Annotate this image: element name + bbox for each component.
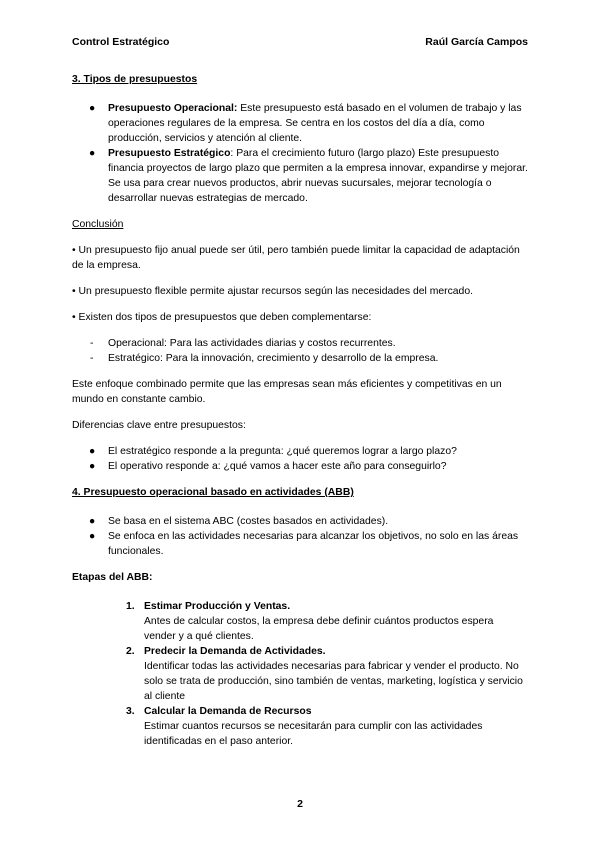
item-text: El estratégico responde a la pregunta: ¿qué queremos lograr a largo plazo? (108, 446, 457, 457)
step-title: Predecir la Demanda de Actividades. (144, 646, 326, 657)
item-term: Presupuesto Operacional: (108, 103, 238, 114)
page-content (72, 72, 528, 749)
step-text: Identificar todas las actividades necesarias para fabricar y vender el producto. No solo se trata de producción, sino también de ventas, marketing, logística y servicio al cliente (144, 661, 523, 702)
conclusion-paragraph-5: Diferencias clave entre presupuestos: (72, 420, 246, 431)
step-number: 1. (126, 601, 135, 612)
item-text: Se basa en el sistema ABC (costes basados en actividades). (108, 516, 389, 527)
item-text: El operativo responde a: ¿qué vamos a hacer este año para conseguirlo? (108, 461, 447, 472)
stages-list (72, 599, 528, 749)
item-text: Se enfoca en las actividades necesarias para alcanzar los objetivos, no solo en las áreas funcionales. (108, 531, 519, 557)
section-4-list (72, 514, 528, 559)
differences-list (72, 444, 528, 474)
item-text: Estratégico: Para la innovación, crecimiento y desarrollo de la empresa. (108, 353, 439, 364)
list-item (72, 529, 528, 559)
step-text: Antes de calcular costos, la empresa debe definir cuántos productos espera vender y a qué clientes. (144, 616, 494, 642)
step-item (72, 704, 528, 749)
list-item (72, 101, 528, 146)
header-left: Control Estratégico (72, 36, 170, 48)
list-item (72, 336, 528, 351)
step-title: Calcular la Demanda de Recursos (144, 706, 312, 717)
conclusion-paragraph-4: Este enfoque combinado permite que las empresas sean más eficientes y competitivas en un mundo en constante cambio. (72, 379, 502, 405)
dash-icon: - (90, 338, 94, 349)
step-item (72, 599, 528, 644)
list-item (72, 146, 528, 206)
header-right: Raúl García Campos (425, 36, 528, 48)
page-number: 2 (297, 798, 303, 810)
conclusion-title: Conclusión (72, 219, 124, 230)
bullet-icon: ● (89, 461, 96, 472)
step-item (72, 644, 528, 704)
list-item (72, 444, 528, 459)
conclusion-paragraph-1: • Un presupuesto fijo anual puede ser útil, pero también puede limitar la capacidad de adaptación de la empresa. (72, 245, 520, 271)
list-item (72, 514, 528, 529)
step-number: 2. (126, 646, 135, 657)
section-3-title: 3. Tipos de presupuestos (72, 74, 198, 85)
step-number: 3. (126, 706, 135, 717)
dash-icon: - (90, 353, 94, 364)
budget-types-list (72, 336, 528, 366)
conclusion-paragraph-3: • Existen dos tipos de presupuestos que deben complementarse: (72, 312, 372, 323)
list-item (72, 351, 528, 366)
item-term: Presupuesto Estratégico (108, 148, 231, 159)
section-3-list (72, 101, 528, 206)
item-text: Operacional: Para las actividades diarias y costos recurrentes. (108, 338, 396, 349)
conclusion-paragraph-2: • Un presupuesto flexible permite ajustar recursos según las necesidades del mercado. (72, 286, 474, 297)
bullet-icon: ● (89, 103, 96, 114)
section-4-title: 4. Presupuesto operacional basado en actividades (ABB) (72, 487, 354, 498)
bullet-icon: ● (89, 531, 96, 542)
step-text: Estimar cuantos recursos se necesitarán para cumplir con las actividades identificadas en el paso anterior. (144, 721, 483, 747)
bullet-icon: ● (89, 516, 96, 527)
step-title: Estimar Producción y Ventas. (144, 601, 291, 612)
stages-title: Etapas del ABB: (72, 572, 153, 583)
list-item (72, 459, 528, 474)
item-text: Este presupuesto está basado en el volumen de trabajo y las operaciones regulares de la empresa. Se centra en los costos del día a día, como producción, servicios y atención al cliente. (108, 103, 522, 144)
item-text: : Para el crecimiento futuro (largo plazo) Este presupuesto financia proyectos de largo plazo que permiten a la empresa innovar, expandirse y mejorar. Se usa para crear nuevos productos, abrir nuevas sucursales, mejorar tecnología o desarrollar nuevas estrategias de mercado. (108, 148, 528, 204)
bullet-icon: ● (89, 148, 96, 159)
bullet-icon: ● (89, 446, 96, 457)
